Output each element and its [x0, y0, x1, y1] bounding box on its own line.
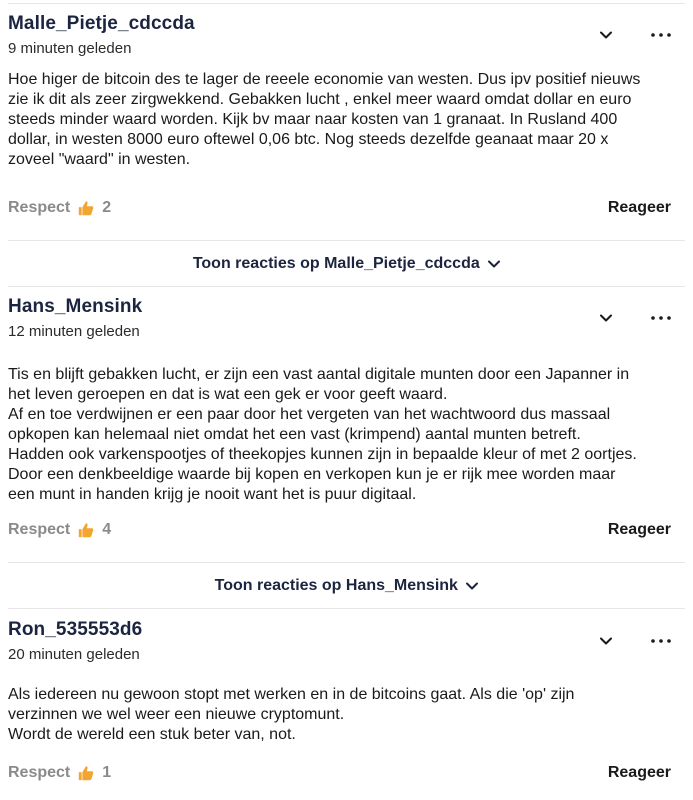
collapse-button[interactable] [596, 26, 616, 44]
more-options-button[interactable] [649, 309, 673, 327]
thumbs-up-icon [77, 521, 95, 539]
more-dots-icon [651, 33, 671, 37]
show-replies-label: Toon reacties op Malle_Pietje_cdccda [192, 255, 480, 272]
thumbs-up-icon [77, 764, 95, 782]
comment-author[interactable]: Hans_Mensink [8, 296, 143, 317]
respect-button[interactable] [8, 199, 111, 217]
thumbs-up-icon [77, 199, 95, 217]
comment-actions [8, 521, 671, 543]
comment-timestamp: 20 minuten geleden [8, 646, 140, 663]
comment-body: Als iedereen nu gewoon stopt met werken en in de bitcoins gaat. Als die 'op' zijn verzinnen we wel weer een nieuwe cryptomunt. Wordt de wereld een stuk beter van, not. [8, 686, 575, 743]
chevron-down-icon [466, 582, 478, 590]
comment-actions [8, 199, 671, 221]
divider [8, 562, 685, 563]
collapse-button[interactable] [596, 309, 616, 327]
respect-count: 2 [102, 199, 112, 216]
collapse-button[interactable] [596, 632, 616, 650]
more-options-button[interactable] [649, 26, 673, 44]
respect-label: Respect [8, 521, 71, 538]
chevron-down-icon [488, 260, 500, 268]
divider [8, 608, 685, 609]
chevron-down-icon [600, 31, 612, 39]
top-divider [8, 3, 685, 4]
more-options-button[interactable] [649, 632, 673, 650]
divider [8, 286, 685, 287]
respect-count: 1 [102, 764, 112, 781]
more-dots-icon [651, 316, 671, 320]
comment-author[interactable]: Malle_Pietje_cdccda [8, 13, 195, 34]
chevron-down-icon [600, 637, 612, 645]
comment-author[interactable]: Ron_535553d6 [8, 619, 143, 640]
more-dots-icon [651, 639, 671, 643]
comment-timestamp: 9 minuten geleden [8, 40, 132, 57]
reply-button[interactable]: Reageer [607, 521, 671, 538]
comment-timestamp: 12 minuten geleden [8, 323, 140, 340]
divider [8, 240, 685, 241]
show-replies-label: Toon reacties op Hans_Mensink [214, 577, 458, 594]
respect-label: Respect [8, 199, 71, 216]
respect-button[interactable] [8, 764, 111, 782]
show-replies-button[interactable] [0, 255, 693, 273]
reply-button[interactable]: Reageer [607, 199, 671, 216]
show-replies-button[interactable] [0, 577, 693, 595]
respect-label: Respect [8, 764, 71, 781]
chevron-down-icon [600, 314, 612, 322]
comment-body: Tis en blijft gebakken lucht, er zijn een vast aantal digitale munten door een Japanner in het leven geroepen en dat is wat een gek er voor geeft waard. Af en toe verdwijnen er een paar door het vergeten van het wachtwoord dus massaal opkopen kan helemaal niet omdat het een vast (krimpend) aantal munten betreft. Hadden ook varkenspootjes of theekopjes kunnen zijn in bepaalde kleur of met 2 oortjes. Door een denkbeeldige waarde bij kopen en verkopen kun je er rijk mee worden maar een munt in handen krijg je nooit want het is puur digitaal. [8, 366, 637, 503]
comment-body: Hoe higer de bitcoin des te lager de reeele economie van westen. Dus ipv positief nieuws zie ik dit als zeer zirgwekkend. Gebakken lucht , enkel meer waard omdat dollar en euro steeds minder waard worden. Kijk bv maar naar kosten van 1 granaat. In Rusland 400 dollar, in westen 8000 euro oftewel 0,06 btc. Nog steeds dezelfde geanaat maar 20 x zoveel "waard" in westen. [8, 71, 641, 168]
respect-button[interactable] [8, 521, 111, 539]
comment-actions [8, 764, 671, 786]
respect-count: 4 [102, 521, 112, 538]
reply-button[interactable]: Reageer [607, 764, 671, 781]
